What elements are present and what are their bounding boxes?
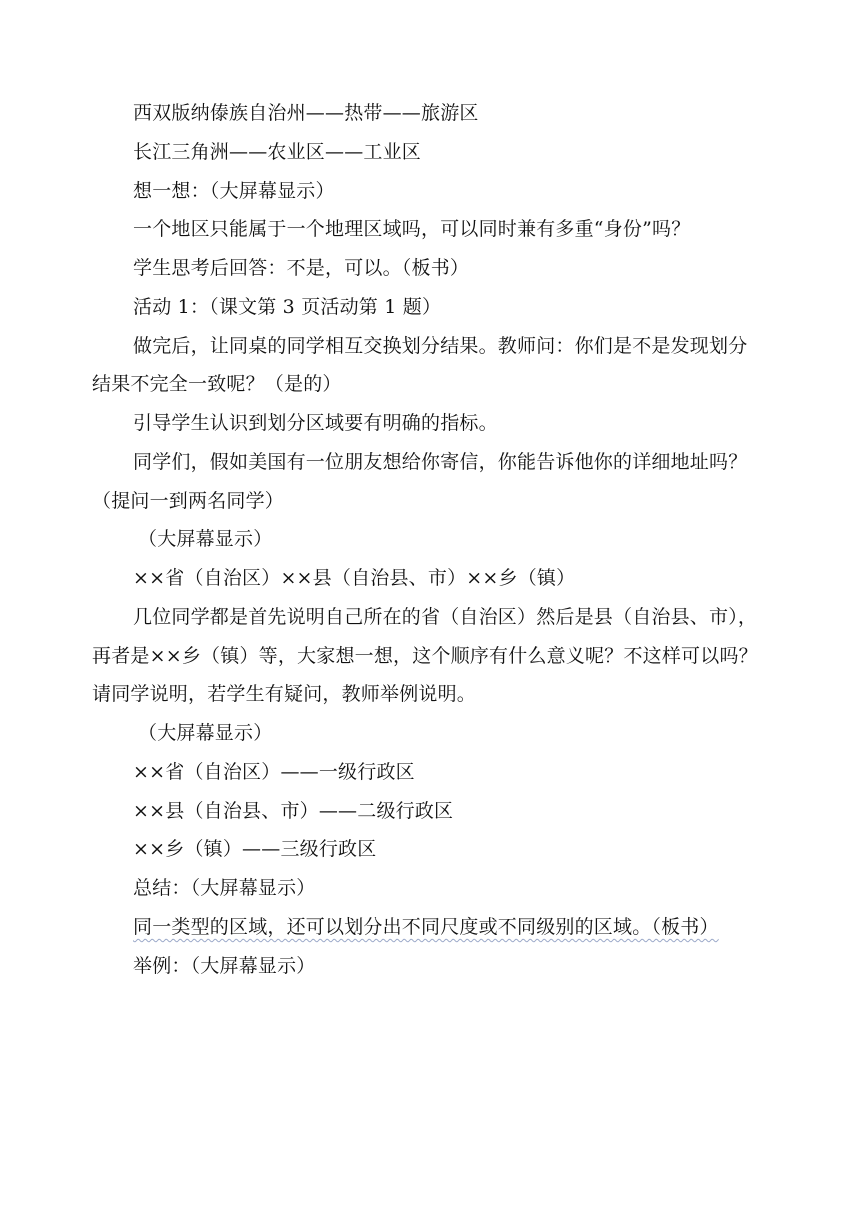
text-line-14: 几位同学都是首先说明自己所在的省（自治区）然后是县（自治县、市）， <box>133 606 758 628</box>
text-line-19: ××县（自治县、市）——二级行政区 <box>133 800 454 822</box>
text-line-20: ××乡（镇）——三级行政区 <box>133 838 377 860</box>
text-line-12: （大屏幕显示） <box>138 528 273 550</box>
text-line-21: 总结：（大屏幕显示） <box>133 877 316 899</box>
text-line-10: 同学们，假如美国有一位朋友想给你寄信，你能告诉他你的详细地址吗？ <box>133 451 748 473</box>
text-line-11: （提问一到两名同学） <box>92 490 285 512</box>
text-line-2: 长江三角洲——农业区——工业区 <box>133 141 422 163</box>
text-line-8: 结果不完全一致呢？（是的） <box>92 373 342 395</box>
text-line-9: 引导学生认识到划分区域要有明确的指标。 <box>133 412 498 434</box>
text-line-5: 学生思考后回答：不是，可以。（板书） <box>133 257 470 279</box>
underlined-summary-text: 同一类型的区域，还可以划分出不同尺度或不同级别的区域。（板书） <box>133 916 719 938</box>
text-line-7: 做完后，让同桌的同学相互交换划分结果。教师问：你们是不是发现划分 <box>133 335 748 357</box>
text-line-3: 想一想：（大屏幕显示） <box>133 180 335 202</box>
text-line-22 <box>0 914 860 940</box>
text-line-15: 再者是××乡（镇）等，大家想一想，这个顺序有什么意义呢？不这样可以吗？ <box>92 645 758 667</box>
text-line-17: （大屏幕显示） <box>138 722 273 744</box>
text-line-13: ××省（自治区）××县（自治县、市）××乡（镇） <box>133 567 576 589</box>
text-line-4: 一个地区只能属于一个地理区域吗，可以同时兼有多重“身份”吗？ <box>133 218 691 240</box>
text-line-16: 请同学说明，若学生有疑问，教师举例说明。 <box>92 683 477 705</box>
text-line-23: 举例：（大屏幕显示） <box>133 955 316 977</box>
text-line-18: ××省（自治区）——一级行政区 <box>133 761 415 783</box>
text-line-1: 西双版纳傣族自治州——热带——旅游区 <box>133 102 479 124</box>
text-line-6: 活动 1：（课文第 3 页活动第 1 题） <box>133 296 442 318</box>
